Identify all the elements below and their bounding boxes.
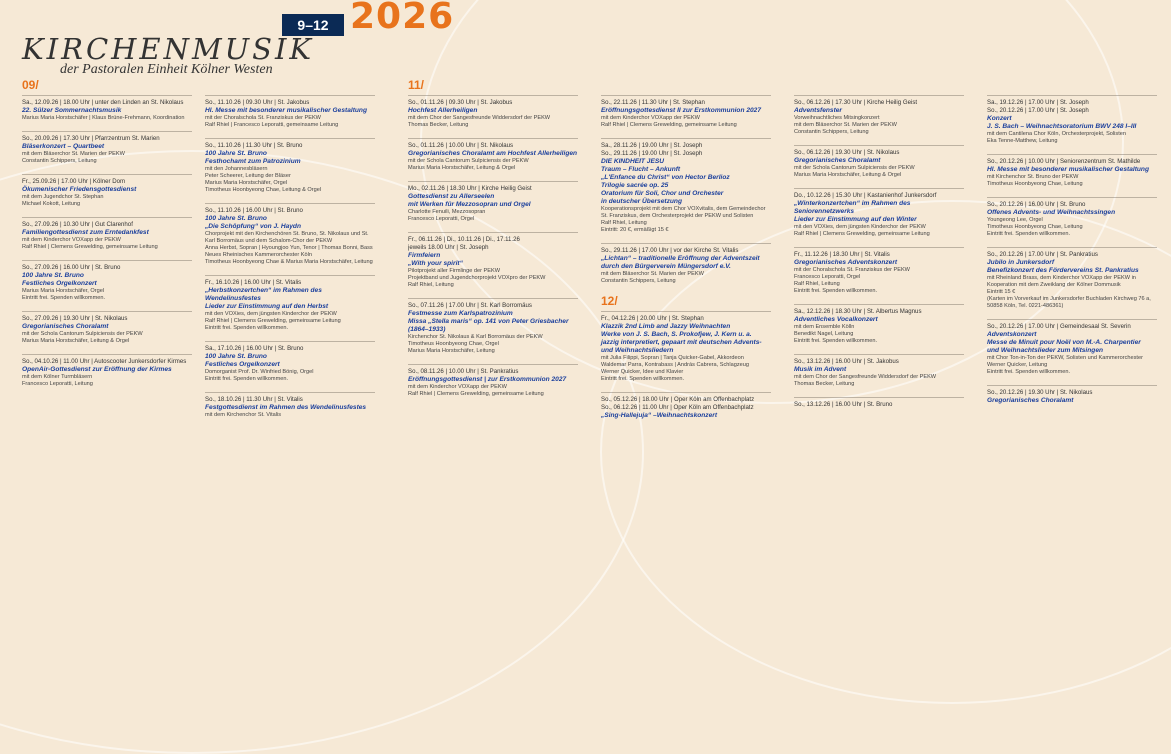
event-title: „Sing-Hallejuja“ –Weihnachtskonzert — [601, 412, 718, 419]
event-title: Festliches Orgelkonzert — [22, 280, 97, 287]
event-date: So., 20.12.26 | 17.00 Uhr | Gemeindesaal St. Severin — [987, 323, 1131, 330]
event-title: Jubilo in Junkersdorf — [987, 259, 1055, 266]
event-title: und Weihnachtslieder zum Mitsingen — [987, 347, 1104, 354]
event-title: DIE KINDHEIT JESU — [601, 158, 665, 165]
event-description: Kirchenchor St. Nikolaus & Karl Borromäus der PEKW — [408, 334, 543, 340]
event-description: Charlotte Fenuili, Mezzosopran — [408, 209, 486, 215]
event-title: Traum – Flucht – Ankunft — [601, 166, 681, 173]
event-date: Fr., 25.09.26 | 17.00 Uhr | Kölner Dom — [22, 178, 126, 185]
event-entry — [205, 203, 375, 266]
event-title: Festgottesdienst im Rahmen des Wendelinusfestes — [205, 404, 367, 411]
event-entry — [22, 95, 192, 122]
event-description: Eintritt 15 € — [987, 289, 1016, 295]
event-description: mit dem Chor der Sangesfreunde Widdersdorf der PEKW — [794, 374, 937, 380]
event-date: So., 04.10.26 | 11.00 Uhr | Autoscooter Junkersdorfer Kirmes — [22, 358, 187, 365]
event-entry — [794, 95, 964, 136]
event-description: Francesco Leporatti, Leitung — [22, 381, 93, 387]
event-description: mit der Schola Cantorum Sulpiciensis der PEKW — [794, 165, 915, 171]
month-label: 11/ — [408, 78, 425, 92]
event-date: So., 11.10.26 | 09.30 Uhr | St. Jakobus — [205, 99, 310, 106]
event-title: Festhochamt zum Patrozinium — [205, 158, 301, 165]
event-description: Constantin Schippers, Leitung — [601, 278, 676, 284]
event-entry — [22, 131, 192, 165]
event-title: 100 Jahre St. Bruno — [205, 150, 267, 157]
event-date: So., 18.10.26 | 11.30 Uhr | St. Vitalis — [205, 396, 303, 403]
event-entry — [794, 304, 964, 345]
event-description: Werner Quicker, Leitung — [987, 362, 1048, 368]
event-description: Eintritt frei. Spenden willkommen. — [794, 288, 878, 294]
event-title: Hl. Messe mit besonderer musikalischer Gestaltung — [205, 107, 367, 114]
event-description: Vorweihnachtliches Mitsingkonzert — [794, 115, 880, 121]
event-entry — [205, 341, 375, 383]
event-entry — [22, 217, 192, 251]
event-description: Eintritt frei. Spenden willkommen. — [794, 338, 878, 344]
event-entry — [987, 154, 1157, 188]
event-date: Sa., 12.12.26 | 18.30 Uhr | St. Albertus Magnus — [794, 308, 922, 315]
event-description: Eintritt frei. Spenden willkommen. — [205, 376, 289, 382]
event-title: 100 Jahre St. Bruno — [22, 272, 84, 279]
event-description: Eintritt: 20 €, ermäßigt 15 € — [601, 227, 669, 233]
event-entry — [987, 247, 1157, 310]
event-description: Ralf Rhiel | Clemens Grewelding, gemeinsame Leitung — [794, 231, 930, 237]
event-description: Werner Quicker, Idee und Klavier — [601, 369, 684, 375]
event-description: Ralf Rhiel | Clemens Grewelding, gemeinsame Leitung — [22, 244, 158, 250]
event-date: jeweils 18.00 Uhr | St. Joseph — [408, 244, 489, 251]
event-description: Constantin Schippers, Leitung — [794, 129, 869, 135]
event-title: „Winterkonzertchen“ im Rahmen des Seniorennetzwerks — [794, 200, 911, 215]
event-title: 100 Jahre St. Bruno — [205, 353, 267, 360]
event-description: mit dem Ensemble Kölln — [794, 324, 855, 330]
event-title: Gregorianisches Choralamt — [22, 323, 109, 330]
event-date: So., 20.12.26 | 19.30 Uhr | St. Nikolaus — [987, 389, 1093, 396]
event-date: Sa., 17.10.26 | 16.00 Uhr | St. Bruno — [205, 345, 304, 352]
event-description: Eintritt frei. Spenden willkommen. — [987, 369, 1071, 375]
event-entry — [408, 298, 578, 355]
event-description: Constantin Schippers, Leitung — [22, 158, 97, 164]
event-entry — [205, 392, 375, 419]
event-title: Werke von J. S. Bach, S. Prokofjew, J. Kern u. a. jazzig interpretiert, gepaart mit deutschen Advents- und Weihnachtsliedern — [601, 331, 762, 354]
event-date: So., 29.11.26 | 19.00 Uhr | St. Joseph — [601, 150, 703, 157]
event-entry — [22, 311, 192, 345]
schedule-column — [601, 78, 771, 429]
event-entry — [794, 145, 964, 179]
event-description: mit dem Jugendchor St. Stephan — [22, 194, 104, 200]
event-description: Peter Scheerer, Leitung der Bläser — [205, 173, 291, 179]
event-description: Michael Kokott, Leitung — [22, 201, 81, 207]
event-entry — [794, 188, 964, 238]
event-description: mit dem Bläserchor St. Marien der PEKW — [22, 151, 125, 157]
event-title: Bläserkonzert – Quartbeet — [22, 143, 105, 150]
event-title: Festmesse zum Karlspatrozinium — [408, 310, 513, 317]
event-description: Ralf Rhiel, Leitung — [601, 220, 647, 226]
event-date: Fr., 04.12.26 | 20.00 Uhr | St. Stephan — [601, 315, 704, 322]
event-title: „With your spirit“ — [408, 260, 463, 267]
event-title: Gottesdienst zu Allerseelen — [408, 193, 495, 200]
schedule-column — [794, 78, 964, 418]
event-title: Ökumenischer Friedensgottesdienst — [22, 186, 137, 193]
event-title: Firmfeiern — [408, 252, 441, 259]
event-description: mit Julia Filippi, Sopran | Tanja Quicker-Gabel, Akkordeon — [601, 355, 744, 361]
event-entry — [22, 354, 192, 388]
event-description: mit Chor Ton-in-Ton der PEKW, Solisten und Kammerorchester — [987, 355, 1143, 361]
event-date: So., 29.11.26 | 17.00 Uhr | vor der Kirche St. Vitalis — [601, 247, 739, 254]
event-title: Lieder zur Einstimmung auf den Winter — [794, 216, 917, 223]
page-subtitle: der Pastoralen Einheit Kölner Westen — [60, 62, 273, 77]
event-title: Benefizkonzert des Fördervereins St. Pankratius — [987, 267, 1139, 274]
event-title: Adventskonzert — [987, 331, 1037, 338]
event-title: Eröffnungsgottesdienst | zur Erstkommunion 2027 — [408, 376, 567, 383]
event-date: So., 01.11.26 | 10.00 Uhr | St. Nikolaus — [408, 142, 514, 149]
event-entry — [794, 247, 964, 295]
event-title: Gregorianisches Choralamt am Hochfest Allerheiligen — [408, 150, 578, 157]
event-description: Timotheus Hoonbyeong Chae, Leitung — [987, 181, 1083, 187]
event-entry — [987, 385, 1157, 405]
event-entry — [601, 392, 771, 420]
event-entry — [408, 95, 578, 129]
event-description: Eka Tenne-Matthew, Leitung — [987, 138, 1058, 144]
event-date: Fr., 16.10.26 | 16.00 Uhr | St. Vitalis — [205, 279, 302, 286]
event-date: So., 06.12.26 | 19.30 Uhr | St. Nikolaus — [794, 149, 900, 156]
event-date: So., 11.10.26 | 11.30 Uhr | St. Bruno — [205, 142, 303, 149]
event-title: Trilogie sacrée op. 25 — [601, 182, 669, 189]
event-description: Anna Herbst, Sopran | Hyoungjoo Yun, Tenor | Thomas Bonni, Bass — [205, 245, 373, 251]
event-title: Adventsfenster — [794, 107, 843, 114]
event-title: in deutscher Übersetzung — [601, 198, 682, 205]
event-entry — [987, 197, 1157, 238]
event-date: Sa., 12.09.26 | 18.00 Uhr | unter den Linden an St. Nikolaus — [22, 99, 184, 106]
event-description: Youngeong Lee, Orgel — [987, 217, 1043, 223]
event-title: Gregorianisches Choralamt — [794, 157, 881, 164]
event-description: mit Rheinland Brass, dem Kinderchor VOXapp der PEKW in Kooperation mit dem Zweiklang der Kölner Dommusik — [987, 275, 1136, 288]
event-date: Sa., 28.11.26 | 19.00 Uhr | St. Joseph — [601, 142, 703, 149]
event-title: mit Werken für Mezzosopran und Orgel — [408, 201, 531, 208]
event-entry — [205, 275, 375, 332]
event-date: Fr., 11.12.26 | 18.30 Uhr | St. Vitalis — [794, 251, 890, 258]
event-date: Fr., 06.11.26 | Di., 10.11.26 | Di., 17.11.26 — [408, 236, 520, 243]
event-title: Lieder zur Einstimmung auf den Herbst — [205, 303, 329, 310]
event-description: mit dem Kinderchor VOXapp der PEKW — [408, 384, 507, 390]
event-title: Eröffnungsgottesdienst II zur Erstkommunion 2027 — [601, 107, 761, 114]
event-date: So., 13.12.26 | 16.00 Uhr | St. Bruno — [794, 401, 893, 408]
event-entry — [205, 95, 375, 129]
event-date: So., 20.12.26 | 17.00 Uhr | St. Joseph — [987, 107, 1089, 114]
page-title: KIRCHENMUSIK — [22, 32, 315, 66]
event-entry — [408, 364, 578, 398]
event-title: Adventliches Vocalkonzert — [794, 316, 878, 323]
event-title: Musik im Advent — [794, 366, 847, 373]
event-description: Ralf Rhiel | Francesco Leporatti, gemeinsame Leitung — [205, 122, 339, 128]
month-label: 09/ — [22, 78, 39, 92]
event-description: Marius Maria Horstschäfer, Leitung & Orgel — [22, 338, 130, 344]
event-description: mit dem Kölner Turmbläsern — [22, 374, 93, 380]
event-description: Thomas Becker, Leitung — [408, 122, 469, 128]
event-description: mit der Schola Cantorum Sulpiciensis der PEKW — [408, 158, 529, 164]
event-description: Waldemar Parra, Kontrabass | András Cabrera, Schlagzeug — [601, 362, 749, 368]
event-description: Marius Maria Horstschäfer, Leitung & Orgel — [408, 165, 516, 171]
event-entry — [987, 319, 1157, 376]
event-description: Ralf Rhiel, Leitung — [408, 282, 454, 288]
event-description: mit dem Kirchenchor St. Vitalis — [205, 412, 282, 418]
event-description: mit dem Kinderchor VOXapp der PEKW — [22, 237, 121, 243]
event-description: mit Kirchenchor St. Bruno der PEKW — [987, 174, 1079, 180]
event-description: mit den VOXies, dem jüngsten Kinderchor der PEKW — [794, 224, 926, 230]
event-description: Ralf Rhiel | Clemens Grewelding, gemeinsame Leitung — [408, 391, 544, 397]
event-description: mit der Choralschola St. Franziskus der PEKW — [205, 115, 321, 121]
event-title: Offenes Advents- und Weihnachtssingen — [987, 209, 1116, 216]
event-title: „Die Schöpfung“ von J. Haydn — [205, 223, 301, 230]
event-description: mit der Schola Cantorum Sulpiciensis der PEKW — [22, 331, 143, 337]
event-title: Hochfest Allerheiligen — [408, 107, 478, 114]
event-description: Eintritt frei. Spenden willkommen. — [601, 376, 685, 382]
event-date: So., 01.11.26 | 09.30 Uhr | St. Jakobus — [408, 99, 513, 106]
event-description: Timotheus Hoonbyeong Chae, Leitung & Orgel — [205, 187, 322, 193]
event-description: Neues Rheinisches Kammerorchester Köln — [205, 252, 312, 258]
event-title: Oratorium für Soli, Chor und Orchester — [601, 190, 724, 197]
event-entry — [22, 260, 192, 302]
event-description: Marius Maria Horstschäfer, Leitung — [408, 348, 495, 354]
event-description: mit dem Chor der Sangesfreunde Widdersdorf der PEKW — [408, 115, 551, 121]
event-title: OpenAir-Gottesdienst zur Eröffnung der Kirmes — [22, 366, 172, 373]
event-date: So., 06.12.26 | 17.30 Uhr | Kirche Heilig Geist — [794, 99, 918, 106]
event-date: So., 20.12.26 | 16.00 Uhr | St. Bruno — [987, 201, 1086, 208]
event-description: mit der Choralschola St. Franziskus der PEKW — [794, 267, 910, 273]
event-description: Marius Maria Horstschäfer, Orgel — [205, 180, 288, 186]
schedule-column — [987, 78, 1157, 414]
event-title: Familiengottesdienst zum Erntedankfest — [22, 229, 149, 236]
event-description: Benedikt Nagel, Leitung — [794, 331, 854, 337]
event-date: So., 20.12.26 | 10.00 Uhr | Seniorenzentrum St. Mathilde — [987, 158, 1141, 165]
event-date: So., 27.09.26 | 16.00 Uhr | St. Bruno — [22, 264, 121, 271]
event-entry — [408, 232, 578, 289]
event-date: So., 27.09.26 | 10.30 Uhr | Gut Clarenhof — [22, 221, 133, 228]
event-title: Festliches Orgelkonzert — [205, 361, 280, 368]
event-description: Kooperationsprojekt mit dem Chor VOXvitalis, dem Gemeindechor St. Franziskus, dem Orchesterprojekt der PEKW und Solisten — [601, 206, 766, 219]
event-description: Marius Maria Horstschäfer | Klaus Brüne-Frehmann, Koordination — [22, 115, 185, 121]
event-entry — [794, 354, 964, 388]
event-title: Gregorianisches Adventskonzert — [794, 259, 898, 266]
event-description: Timotheus Hoonbyeong Chae, Orgel — [408, 341, 499, 347]
event-title: „L'Enfance du Christ“ von Hector Berlioz — [601, 174, 730, 181]
event-title: „Herbstkonzertchen“ im Rahmen des Wendelinusfestes — [205, 287, 322, 302]
event-date: So., 20.09.26 | 17.30 Uhr | Pfarrzentrum St. Marien — [22, 135, 160, 142]
event-date: Do., 10.12.26 | 15.30 Uhr | Kastanienhof Junkersdorf — [794, 192, 937, 199]
event-description: mit dem Bläserchor St. Marien der PEKW — [601, 271, 704, 277]
event-description: mit den VOXies, dem jüngsten Kinderchor der PEKW — [205, 311, 337, 317]
event-entry — [794, 397, 964, 409]
event-description: Eintritt frei. Spenden willkommen. — [22, 295, 106, 301]
schedule-column — [22, 78, 192, 397]
event-description: mit dem Kinderchor VOXapp der PEKW — [601, 115, 700, 121]
event-description: Eintritt frei. Spenden willkommen. — [205, 325, 289, 331]
event-entry — [601, 311, 771, 383]
event-title: J. S. Bach – Weihnachtsoratorium BWV 248 I–III — [987, 123, 1137, 130]
event-description: Projektband und Jugendchorprojekt VOXpro der PEKW — [408, 275, 546, 281]
event-description: Timotheus Hoonbyeong Chae & Marius Maria Horstschäfer, Leitung — [205, 259, 373, 265]
event-title: Missa „Stella maris“ op. 141 von Peter Griesbacher (1864–1933) — [408, 318, 569, 333]
event-date: So., 13.12.26 | 16.00 Uhr | St. Jakobus — [794, 358, 899, 365]
event-description: Marius Maria Horstschäfer, Leitung & Orgel — [794, 172, 902, 178]
event-description: mit dem Bläserchor St. Marien der PEKW — [794, 122, 897, 128]
event-date: So., 08.11.26 | 10.00 Uhr | St. Pankratius — [408, 368, 519, 375]
event-date: So., 06.12.26 | 11.00 Uhr | Oper Köln am Offenbachplatz — [601, 404, 754, 411]
event-entry — [205, 138, 375, 194]
event-description: Eintritt frei. Spenden willkommen. — [987, 231, 1071, 237]
event-entry — [601, 138, 771, 234]
event-title: Hl. Messe mit besonderer musikalischer Gestaltung — [987, 166, 1149, 173]
event-date: Sa., 19.12.26 | 17.00 Uhr | St. Joseph — [987, 99, 1089, 106]
event-entry — [22, 174, 192, 208]
event-description: Ralf Rhiel | Clemens Grewelding, gemeinsame Leitung — [205, 318, 341, 324]
event-entry — [408, 138, 578, 172]
event-date: So., 22.11.26 | 11.30 Uhr | St. Stephan — [601, 99, 705, 106]
event-description: Francesco Leporatti, Orgel — [408, 216, 475, 222]
date-range-badge: 9–12 — [282, 14, 344, 36]
event-description: Ralf Rhiel | Clemens Grewelding, gemeinsame Leitung — [601, 122, 737, 128]
event-entry — [987, 95, 1157, 145]
event-description: Thomas Becker, Leitung — [794, 381, 855, 387]
event-entry — [601, 95, 771, 129]
schedule-column — [408, 78, 578, 407]
event-description: Francesco Leporatti, Orgel — [794, 274, 861, 280]
event-title: Klazzik 2nd Limb and Jazzy Weihnachten — [601, 323, 731, 330]
event-description: Domorganist Prof. Dr. Winfried Bönig, Orgel — [205, 369, 314, 375]
event-date: So., 20.12.26 | 17.00 Uhr | St. Pankratius — [987, 251, 1098, 258]
event-date: So., 27.09.26 | 19.30 Uhr | St. Nikolaus — [22, 315, 128, 322]
event-description: Ralf Rhiel, Leitung — [794, 281, 840, 287]
schedule-column — [205, 78, 375, 428]
event-description: Marius Maria Horstschäfer, Orgel — [22, 288, 105, 294]
event-description: mit dem Cantilena Chor Köln, Orchesterprojekt, Solisten — [987, 131, 1126, 137]
event-date: So., 07.11.26 | 17.00 Uhr | St. Karl Borromäus — [408, 302, 532, 309]
event-title: Konzert — [987, 115, 1012, 122]
event-description: Chorprojekt mit den Kirchenchören St. Bruno, St. Nikolaus und St. Karl Borromäus und dem Schalom-Chor der PEKW — [205, 231, 369, 244]
event-date: Mo., 02.11.26 | 18.30 Uhr | Kirche Heilig Geist — [408, 185, 532, 192]
month-label: 12/ — [601, 294, 618, 308]
event-description: Timotheus Hoonbyeong Chae, Leitung — [987, 224, 1083, 230]
event-entry — [408, 181, 578, 223]
event-title: Messe de Minuit pour Noël von M.-A. Charpentier — [987, 339, 1141, 346]
year-title: 2026 — [350, 0, 455, 37]
event-date: So., 05.12.26 | 18.00 Uhr | Oper Köln am Offenbachplatz — [601, 396, 755, 403]
event-date: So., 11.10.26 | 16.00 Uhr | St. Bruno — [205, 207, 303, 214]
event-description: (Karten im Vorverkauf im Junkersdorfer Buchladen Kirchweg 76 a, 50858 Köln, Tel. 0221-486361) — [987, 296, 1151, 309]
event-entry — [601, 243, 771, 285]
event-description: mit den Johannesbläsern — [205, 166, 268, 172]
event-title: Gregorianisches Choralamt — [987, 397, 1074, 404]
event-description: Pilotprojekt aller Firmlinge der PEKW — [408, 268, 501, 274]
event-title: durch den Bürgerverein Müngersdorf e.V. — [601, 263, 731, 270]
event-title: 22. Sülzer Sommernachtsmusik — [22, 107, 122, 114]
event-title: 100 Jahre St. Bruno — [205, 215, 267, 222]
event-title: „Lichtan“ – traditionelle Eröffnung der Adventszeit — [601, 255, 760, 262]
